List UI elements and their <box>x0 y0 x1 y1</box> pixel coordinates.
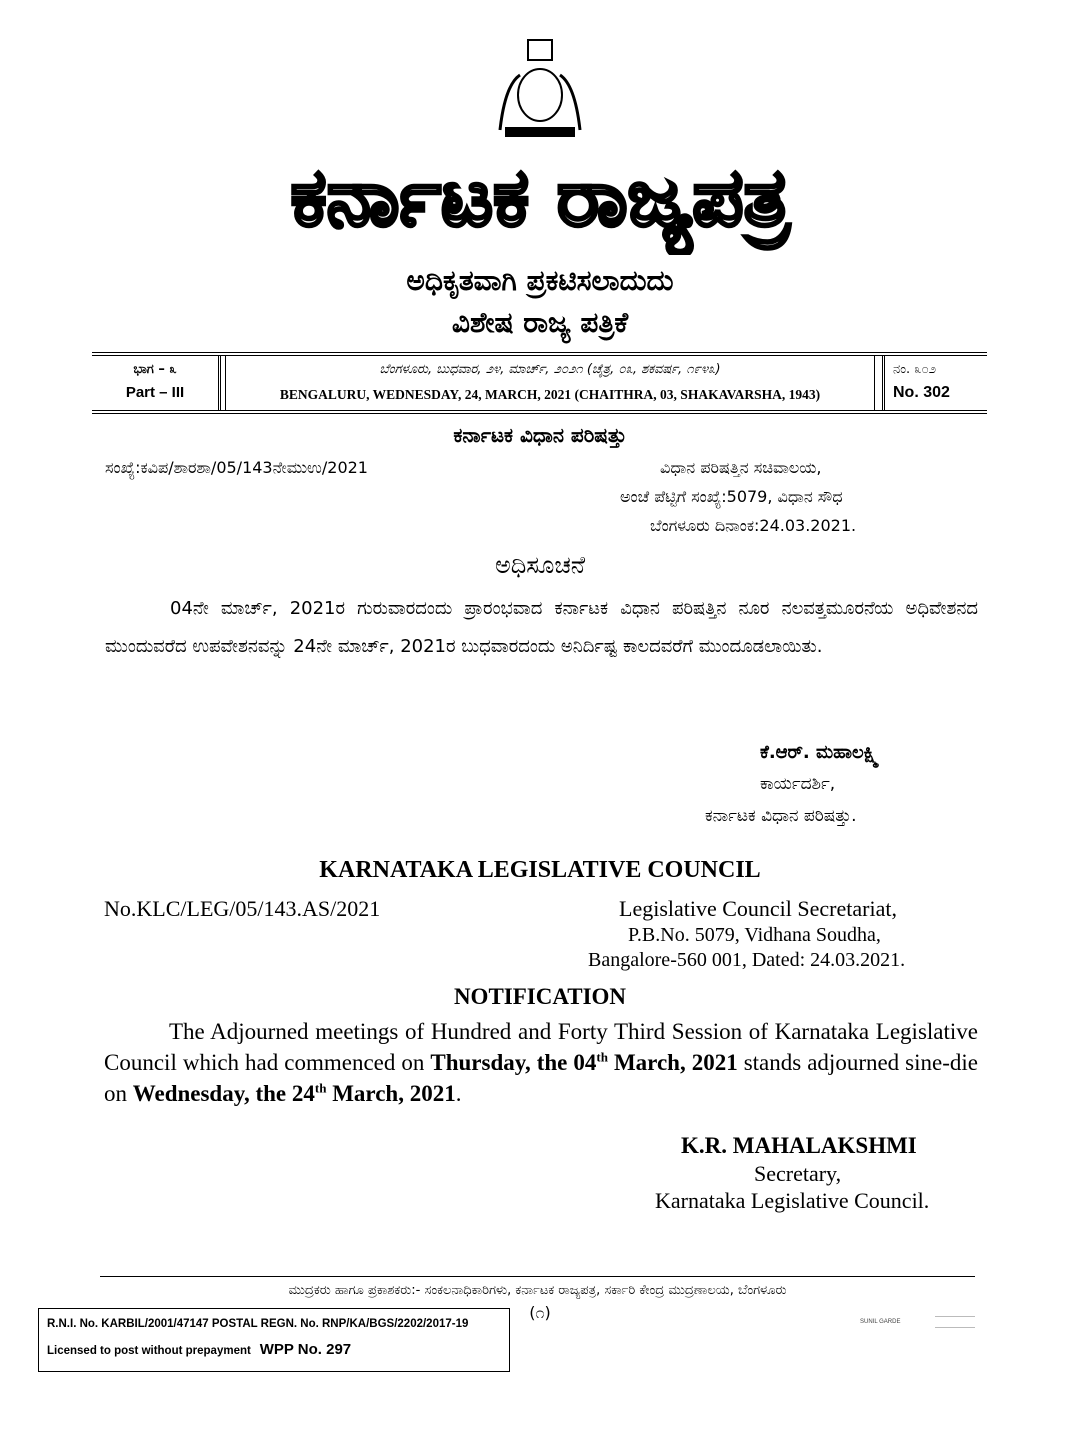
license-line: Licensed to post without prepayment <box>47 1345 251 1357</box>
kn-address-line: ವಿಧಾನ ಪರಿಷತ್ತಿನ ಸಚಿವಾಲಯ, <box>660 458 822 477</box>
printer-line: ಮುದ್ರಕರು ಹಾಗೂ ಪ್ರಕಾಶಕರು:- ಸಂಕಲನಾಧಿಕಾರಿಗಳು, ಕರ್ನಾಟಕ ರಾಜ್ಯಪತ್ರ, ಸರ್ಕಾರಿ ಕೇಂದ್ರ ಮುದ್ರಣಾಲಯ, ಬೆಂಗಳೂರು <box>288 1283 787 1298</box>
rni-line: R.N.I. No. KARBIL/2001/47147 POSTAL REGN. No. RNP/KA/BGS/2202/2017-19 <box>47 1318 469 1330</box>
body-date-end: Wednesday, the 24 <box>132 1081 315 1106</box>
masthead-subtitle: ಅಧಿಕೃತವಾಗಿ ಪ್ರಕಟಿಸಲಾದುದು <box>406 264 674 297</box>
ordinal-suffix: th <box>314 1080 327 1096</box>
en-address-line: P.B.No. 5079, Vidhana Soudha, <box>628 924 881 946</box>
wpp-number: WPP No. 297 <box>259 1341 352 1358</box>
state-emblem-icon <box>490 35 590 140</box>
kn-signatory-title: ಕಾರ್ಯದರ್ಶಿ, <box>760 774 836 794</box>
date-kn: ಬೆಂಗಳೂರು, ಬುಧವಾರ, ೨೪, ಮಾರ್ಚ್, ೨೦೨೧ (ಚೈತ್ರ, ೦೩, ಶಕವರ್ಷ, ೧೯೪೩) <box>379 362 721 377</box>
kn-org-heading: ಕರ್ನಾಟಕ ವಿಧಾನ ಪರಿಷತ್ತು <box>453 423 627 447</box>
kn-date: ಬೆಂಗಳೂರು ದಿನಾಂಕ:24.03.2021. <box>650 516 857 535</box>
kn-signatory-org: ಕರ್ನಾಟಕ ವಿಧಾನ ಪರಿಷತ್ತು. <box>705 806 857 826</box>
part-kn: ಭಾಗ – ೩ <box>133 362 177 377</box>
en-date: Bangalore-560 001, Dated: 24.03.2021. <box>588 949 906 971</box>
page-number: (೧) <box>529 1303 551 1322</box>
body-date-start: Thursday, the 04 <box>430 1050 597 1075</box>
part-cell <box>92 356 221 410</box>
registration-box <box>38 1308 510 1372</box>
kn-notification-body: 04ನೇ ಮಾರ್ಚ್, 2021ರ ಗುರುವಾರದಂದು ಪ್ರಾರಂಭವಾದ ಕರ್ನಾಟಕ ವಿಧಾನ ಪರಿಷತ್ತಿನ ನೂರ ನಲವತ್ತಮೂರನೆಯ ಅಧಿವೇಶನದ ಮುಂದುವರೆದ ಉಪವೇಶನವನ್ನು 24ನೇ ಮಾರ್ಚ್, 2021ರ ಬುಧವಾರದಂದು ಅನಿರ್ದಿಷ್ಟ ಕಾಲದವರೆಗೆ ಮುಂದೂಡಲಾಯಿತು. <box>105 598 978 657</box>
digital-signature-mark <box>935 1316 975 1328</box>
kn-address-line: ಅಂಚೆ ಪೆಟ್ಟಿಗೆ ಸಂಖ್ಯೆ:5079, ವಿಧಾನ ಸೌಧ <box>620 487 843 506</box>
en-signatory-name: K.R. MAHALAKSHMI <box>681 1133 917 1158</box>
part-en: Part – III <box>125 384 185 401</box>
issue-number-cell <box>882 356 990 410</box>
en-notification-heading: NOTIFICATION <box>453 984 627 1009</box>
kn-reference-number: ಸಂಖ್ಯೆ:ಕವಿಪ/ಶಾರಶಾ/05/143ನೇಮುಉ/2021 <box>105 458 368 477</box>
en-signatory-org: Karnataka Legislative Council. <box>655 1188 930 1213</box>
ordinal-suffix: th <box>596 1049 608 1065</box>
body-text: . <box>455 1081 462 1106</box>
date-cell <box>225 356 875 410</box>
en-address-line: Legislative Council Secretariat, <box>619 896 897 921</box>
digital-signer: SUNIL GARDE <box>860 1319 901 1325</box>
body-text: The Adjourned meetings of Hundred and Forty Third Session of Karnataka Legislative Council which had commenced on <box>104 1019 978 1075</box>
en-signatory-title: Secretary, <box>754 1161 842 1186</box>
en-reference-number: No.KLC/LEG/05/143.AS/2021 <box>104 896 381 921</box>
issue-number-en: No. 302 <box>893 384 950 401</box>
issue-header <box>92 352 987 414</box>
en-notification-body <box>104 1016 978 1109</box>
date-en: BENGALURU, WEDNESDAY, 24, MARCH, 2021 (CHAITHRA, 03, SHAKAVARSHA, 1943) <box>279 387 821 402</box>
en-org-heading: KARNATAKA LEGISLATIVE COUNCIL <box>319 857 761 883</box>
issue-number-kn: ನಂ. ೩೦೨ <box>893 362 937 377</box>
body-date-start-month: March, 2021 <box>607 1050 738 1075</box>
kn-notification-heading: ಅಧಿಸೂಚನೆ <box>494 551 586 579</box>
body-date-end-month: March, 2021 <box>326 1081 456 1106</box>
masthead-subtitle-2: ವಿಶೇಷ ರಾಜ್ಯ ಪತ್ರಿಕೆ <box>451 306 629 339</box>
body-text: stands adjourned sine-die on <box>104 1050 978 1106</box>
kn-signatory-name: ಕೆ.ಆರ್. ಮಹಾಲಕ್ಷ್ಮಿ <box>760 742 879 763</box>
footer-divider <box>100 1276 975 1277</box>
masthead-title: ಕರ್ನಾಟಕ ರಾಜ್ಯಪತ್ರ <box>290 151 790 244</box>
